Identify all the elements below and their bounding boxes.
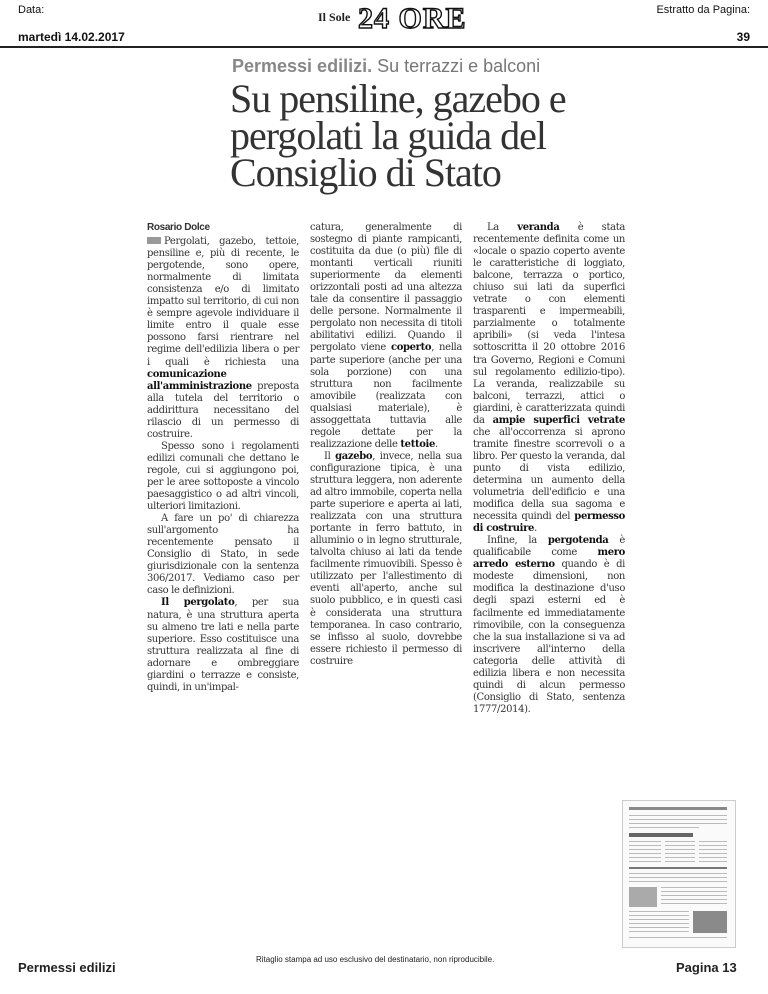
article-headline: Su pensiline, gazebo e pergolati la guida del Consiglio di Stato <box>230 76 566 195</box>
newspaper-logo <box>318 4 468 38</box>
logo-small-text: Il Sole <box>318 10 351 24</box>
paragraph: Spesso sono i regolamenti edilizi comunali che dettano le regole, cui si aggiungono poi, per le aree sottoposte a vincolo paesaggistico o ad altri vincoli, ulteriori limitazioni. <box>147 440 299 513</box>
extract-page-number: 39 <box>736 30 750 44</box>
paragraph: Infine, la pergotenda è qualificabile come mero arredo esterno quando è di modeste dimensioni, non modifica la destinazione d'uso degli spazi esterni ed è facilmente ed immediatamente rimovibile, con la conseguenza che la sua installazione si va ad inscrivere all'interno della categoria delle attività di edilizia libera e non necessita quindi di alcun permesso (Consiglio di Stato, sentenza 1777/2014). <box>473 535 625 715</box>
footer-section: Permessi edilizi <box>18 960 116 975</box>
paragraph: A fare un po' di chiarezza sull'argomento ha recentemente pensato il Consiglio di Stato, in sede giurisdizionale con la sentenza 306/2017. Vediamo caso per caso le definizioni. <box>147 513 299 597</box>
kicker-rest: Su terrazzi e balconi <box>377 56 541 76</box>
extract-page-label: Estratto da Pagina: <box>656 4 750 16</box>
footer-notice: Ritaglio stampa ad uso esclusivo del destinatario, non riproducibile. <box>256 955 495 964</box>
article-column-1 <box>147 222 299 694</box>
publication-date: martedì 14.02.2017 <box>18 30 125 44</box>
page-thumbnail <box>622 800 736 948</box>
article-kicker <box>232 56 540 77</box>
logo-big-text: 24 ORE <box>358 2 467 35</box>
footer-page: Pagina 13 <box>676 960 737 975</box>
article-column-3 <box>473 222 625 716</box>
lead-bar-icon <box>147 237 161 244</box>
paragraph: catura, generalmente di sostegno di piante rampicanti, costituita da due (o più) file di montanti verticali riuniti superiormente da elementi orizzontali posti ad una altezza tale da consentire il passaggio delle persone. Normalmente il pergolato non necessita di titoli abilitativi edilizi. Quando il pergolato viene coperto, nella parte superiore (anche per una sola porzione) con una struttura non facilmente amovibile (realizzata con qualsiasi materiale), è assoggettata tuttavia alle regole dettate per la realizzazione delle tettoie. <box>310 222 463 450</box>
date-label: Data: <box>18 4 45 16</box>
paragraph: Pergolati, gazebo, tettoie, pensiline e, più di recente, le pergotende, sono opere, normalmente di limitata consistenza e/o di limitato impatto sul territorio, di cui non è sempre agevole individuare il limite entro il quale esse possono farsi rientrare nel regime dell'edilizia libera o per i quali è richiesta una comunicazione all'amministrazione preposta alla tutela del territorio o addirittura necessitano del rilascio di un permesso di costruire. <box>147 236 299 440</box>
article-column-2 <box>310 222 462 668</box>
paragraph: La veranda è stata recentemente definita come un «locale o spazio coperto avente le caratteristiche di loggiato, balcone, terrazza o portico, chiuso sui lati da superfici vetrate o con elementi trasparenti e impermeabili, parzialmente o totalmente apribili» (si veda l'intesa sottoscritta il 20 ottobre 2016 tra Governo, Regioni e Comuni sul regolamento edilizio-tipo). La veranda, realizzabile su balconi, terrazzi, attici o giardini, è caratterizzata quindi da ampie superfici vetrate che all'occorrenza si aprono tramite finestre scorrevoli o a libro. Per questo la veranda, dal punto di vista edilizio, determina un aumento della volumetria dell'edificio e una modifica della sua sagoma e necessita quindi del permesso di costruire. <box>473 222 626 535</box>
paragraph: Il gazebo, invece, nella sua configurazione tipica, è una struttura leggera, non aderente ad altro immobile, coperta nella parte superiore e aperta ai lati, realizzata con una struttura portante in ferro battuto, in alluminio o in legno strutturale, talvolta chiuso ai lati da tende facilmente rimuovibili. Spesso è utilizzato per l'allestimento di eventi all'aperto, anche sul suolo pubblico, e in questi casi è considerata una struttura temporanea. In caso contrario, se infisso al suolo, dovrebbe essere richiesto il permesso di costruire <box>310 450 462 667</box>
header-rule <box>0 46 768 48</box>
author-byline: Rosario Dolce <box>147 222 210 233</box>
kicker-bold: Permessi edilizi. <box>232 56 373 76</box>
paragraph: Il pergolato, per sua natura, è una struttura aperta su almeno tre lati e nella parte superiore. Esso costituisce una struttura realizzata al fine di adornare e ombreggiare giardini o terrazze e consiste, quindi, in un'impal- <box>147 597 299 693</box>
